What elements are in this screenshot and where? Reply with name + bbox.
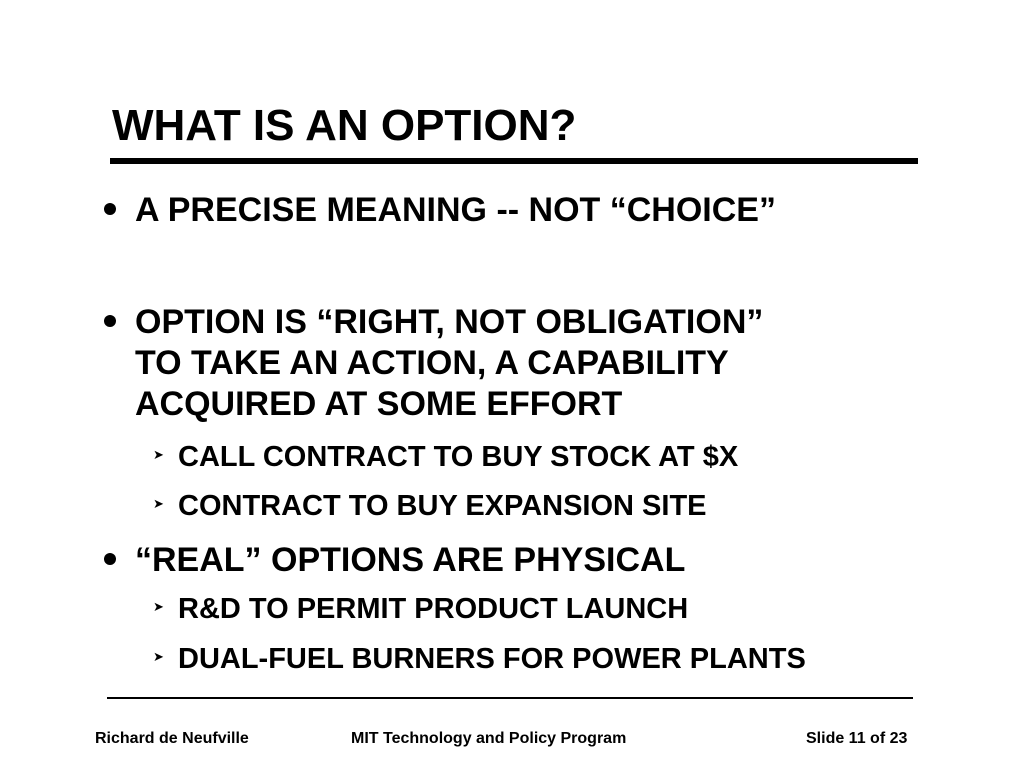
bullet-dot-icon (104, 203, 116, 215)
arrowhead-icon: ➤ (153, 497, 164, 512)
footer-slide-number: Slide 11 of 23 (806, 730, 908, 747)
bullet-dot-icon (104, 553, 116, 565)
bullet-text-line: A PRECISE MEANING -- NOT “CHOICE” (135, 191, 776, 229)
bullet-text-line: “REAL” OPTIONS ARE PHYSICAL (135, 541, 686, 579)
sub-item-text: CALL CONTRACT TO BUY STOCK AT $X (178, 441, 739, 473)
bullet-text-line: TO TAKE AN ACTION, A CAPABILITY (135, 344, 729, 382)
title-underline (110, 158, 918, 164)
bullet-text-line: OPTION IS “RIGHT, NOT OBLIGATION” (135, 303, 764, 341)
footer-author: Richard de Neufville (95, 730, 249, 747)
arrowhead-icon: ➤ (153, 600, 164, 615)
bullet-text-line: ACQUIRED AT SOME EFFORT (135, 385, 623, 423)
sub-item-text: R&D TO PERMIT PRODUCT LAUNCH (178, 593, 689, 625)
bullet-dot-icon (104, 315, 116, 327)
arrowhead-icon: ➤ (153, 448, 164, 463)
arrowhead-icon: ➤ (153, 650, 164, 665)
footer-divider (107, 697, 913, 699)
sub-item-text: CONTRACT TO BUY EXPANSION SITE (178, 490, 707, 522)
footer-program: MIT Technology and Policy Program (351, 730, 627, 747)
slide-title: WHAT IS AN OPTION? (112, 101, 577, 150)
sub-item-text: DUAL-FUEL BURNERS FOR POWER PLANTS (178, 643, 806, 675)
